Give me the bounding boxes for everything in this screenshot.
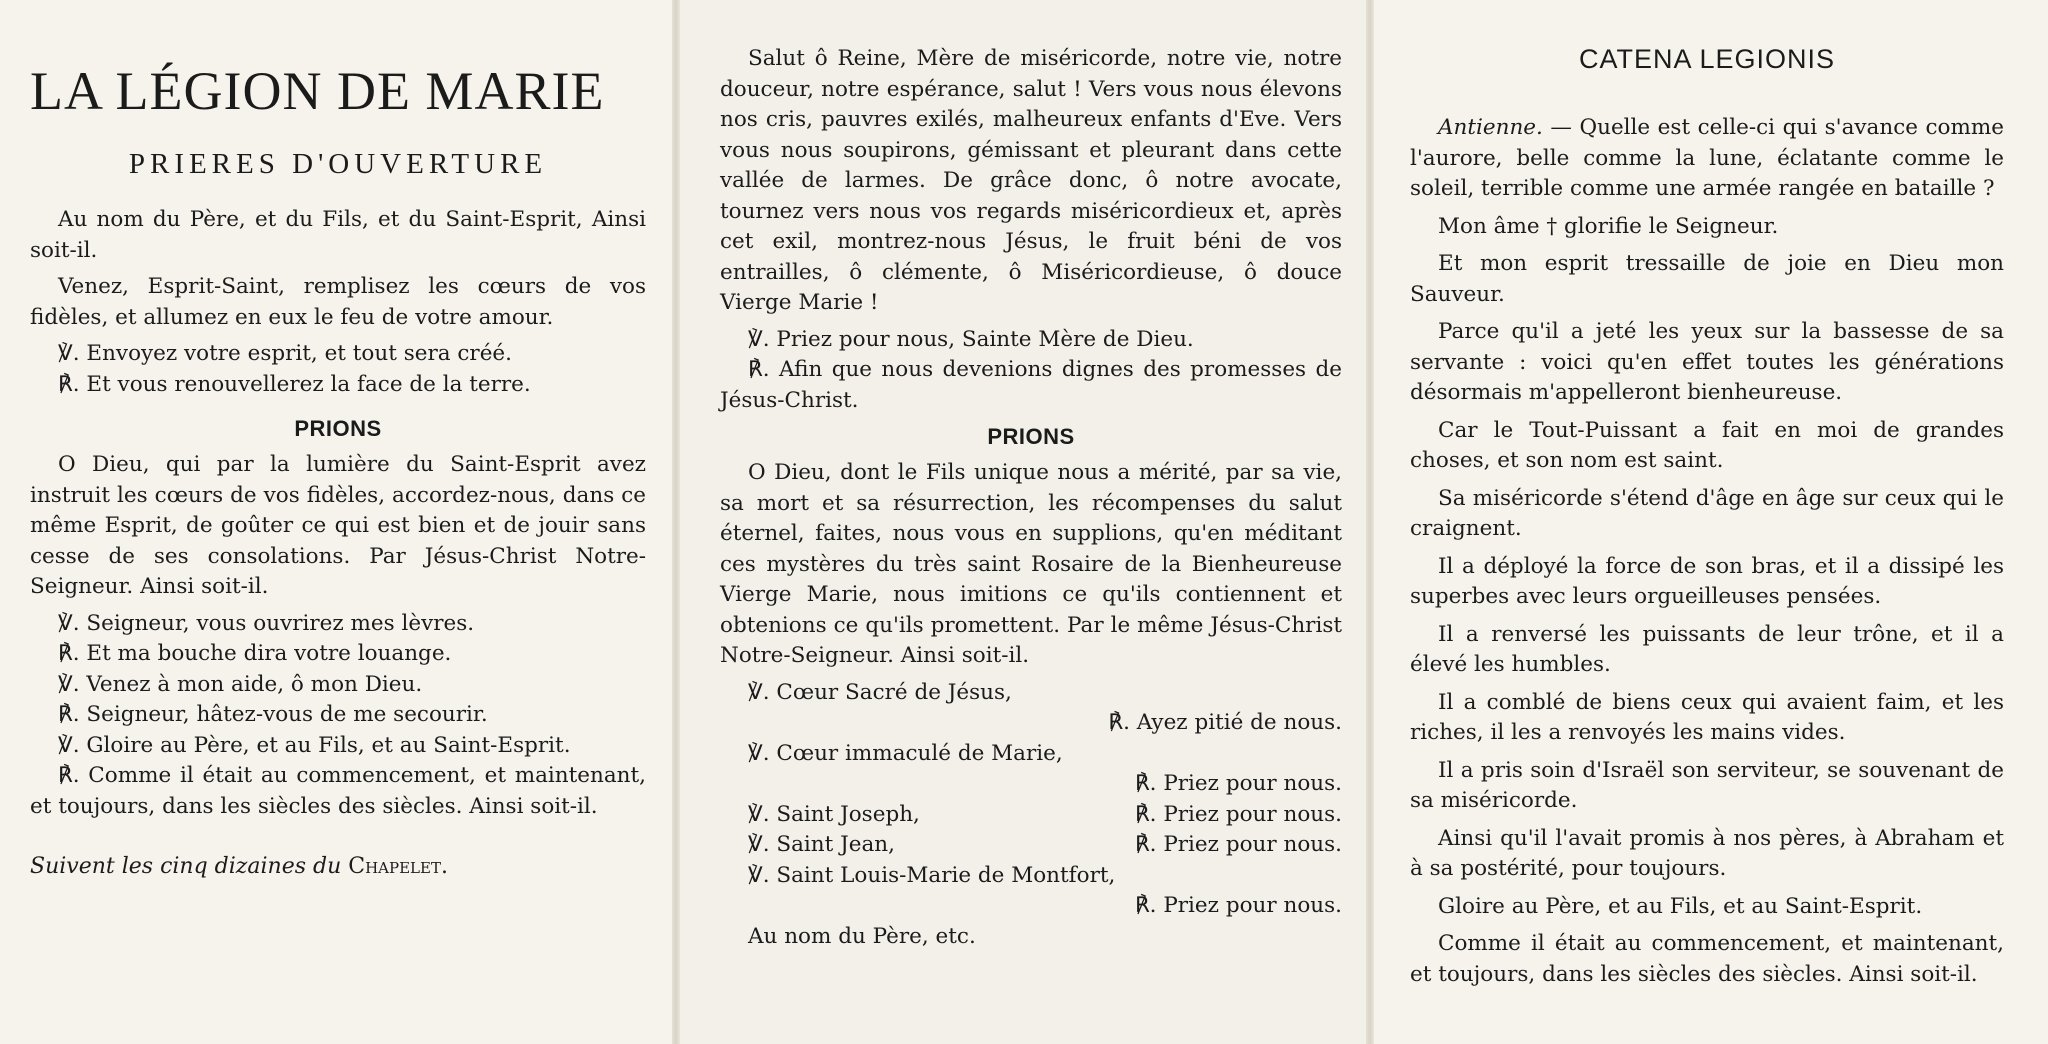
response: ℟. Et ma bouche dira votre louange.: [58, 641, 452, 666]
invocation-response: ℟. Priez pour nous.: [1134, 893, 1342, 918]
magnificat-verse: Il a déployé la force de son bras, et il a dissipé les superbes avec leurs orgueilleuses pensées.: [1410, 553, 2004, 609]
versicle: ℣. Priez pour nous, Sainte Mère de Dieu.: [748, 326, 1194, 352]
invocation-row: [720, 800, 1342, 831]
panel-salve-regina: [680, 0, 1366, 1044]
prions-heading: PRIONS: [987, 424, 1075, 449]
invocation: ℣. Saint Jean,: [748, 832, 895, 857]
section-subtitle: PRIERES D'OUVERTURE: [128, 148, 548, 180]
veni-sancte-text: Venez, Esprit-Saint, remplisez les cœurs de vos fidèles, et allumez en eux le feu de votre amour.: [30, 274, 646, 330]
magnificat-verse: Il a renversé les puissants de leur trône, et il a élevé les humbles.: [1410, 621, 2004, 677]
response: ℟. Afin que nous devenions dignes des promesses de Jésus-Christ.: [720, 357, 1342, 413]
magnificat-verse: Parce qu'il a jeté les yeux sur la bassesse de sa servante : voici qu'en effet toutes les générations désormais m'appelleront bienheureuse.: [1410, 319, 2004, 405]
response: ℟. Comme il était au commencement, et maintenant, et toujours, dans les siècles des siècles. Ainsi soit-il.: [30, 763, 646, 819]
magnificat-verse: Il a comblé de biens ceux qui avaient faim, et les riches, il les a renvoyés les mains vides.: [1410, 689, 2004, 745]
footer-note: [30, 852, 646, 883]
salve-regina-text: Salut ô Reine, Mère de miséricorde, notre vie, notre douceur, notre espérance, salut ! Vers vous nous élevons nos cris, pauvres exilés, malheureux enfants d'Eve. Vers vous nous soupirons, gémissant et pleurant dans cette vallée de larmes. De grâce donc, ô notre avocate, tournez vers nous vos regards miséricordieux et, après cet exil, montrez-nous Jésus, le fruit béni de vos entrailles, ô clémente, ô Miséricordieuse, ô douce Vierge Marie !: [720, 46, 1342, 315]
antiphon-label: Antienne.: [1438, 115, 1543, 140]
invocation: ℣. Saint Louis-Marie de Montfort,: [748, 862, 1116, 888]
footer-italic: Suivent les cinq dizaines du: [30, 854, 342, 879]
magnificat-verse: Ainsi qu'il l'avait promis à nos pères, à Abraham et à sa postérité, pour toujours.: [1410, 825, 2004, 881]
invocation-response: ℟. Ayez pitié de nous.: [1108, 710, 1342, 735]
invocation-response: ℟. Priez pour nous.: [1134, 801, 1342, 827]
footer-chapelet: Chapelet.: [348, 854, 448, 879]
invocation-response: ℟. Priez pour nous.: [1134, 771, 1342, 796]
panel-opening-prayers: [0, 0, 672, 1044]
invocation-row: [720, 830, 1342, 861]
closing-text: Au nom du Père, etc.: [748, 923, 976, 949]
invocation: ℣. Cœur Sacré de Jésus,: [748, 679, 1012, 705]
prions-heading: PRIONS: [294, 416, 382, 441]
magnificat-verse: Car le Tout-Puissant a fait en moi de grandes choses, et son nom est saint.: [1410, 417, 2004, 473]
magnificat-verse: Mon âme † glorifie le Seigneur.: [1438, 213, 1779, 239]
response: ℟. Et vous renouvellerez la face de la terre.: [58, 371, 531, 397]
versicle: ℣. Gloire au Père, et au Fils, et au Saint-Esprit.: [58, 732, 571, 758]
magnificat-verse: Il a pris soin d'Israël son serviteur, se souvenant de sa miséricorde.: [1410, 757, 2004, 813]
page-title: LA LÉGION DE MARIE: [30, 61, 605, 121]
invocation-response: ℟. Priez pour nous.: [1134, 832, 1342, 857]
versicle: ℣. Envoyez votre esprit, et tout sera créé.: [58, 341, 512, 366]
antiphon-text: — Quelle est celle-ci qui s'avance comme l'aurore, belle comme la lune, éclatante comme le soleil, terrible comme une armée rangée en bataille ?: [1410, 115, 2004, 201]
invocation: ℣. Cœur immaculé de Marie,: [748, 740, 1063, 766]
magnificat-verse: Gloire au Père, et au Fils, et au Saint-Esprit.: [1438, 893, 1923, 919]
panel-catena-legionis: [1374, 0, 2048, 1044]
prayer-text: O Dieu, qui par la lumière du Saint-Esprit avez instruit les cœurs de vos fidèles, accordez-nous, dans ce même Esprit, de goûter ce qui est bien et de jouir sans cesse de ses consolations. Par Jésus-Christ Notre-Seigneur. Ainsi soit-il.: [30, 452, 646, 599]
response: ℟. Seigneur, hâtez-vous de me secourir.: [58, 702, 488, 727]
magnificat-verse: Et mon esprit tressaille de joie en Dieu mon Sauveur.: [1410, 251, 2004, 307]
antiphon: [1410, 113, 2004, 205]
rosary-prayer-text: O Dieu, dont le Fils unique nous a mérité, par sa vie, sa mort et sa résurrection, les récompenses du salut éternel, faites, nous vous en supplions, qu'en méditant ces mystères du très saint Rosaire de la Bienheureuse Vierge Marie, nous imitions ce qu'ils contiennent et obtenions ce qu'ils promettent. Par le même Jésus-Christ Notre-Seigneur. Ainsi soit-il.: [720, 460, 1342, 668]
catena-title: CATENA LEGIONIS: [1578, 44, 1836, 74]
invocation: ℣. Saint Joseph,: [748, 801, 920, 827]
magnificat-verse: Sa miséricorde s'étend d'âge en âge sur ceux qui le craignent.: [1410, 485, 2004, 541]
versicle: ℣. Seigneur, vous ouvrirez mes lèvres.: [58, 610, 475, 636]
magnificat-verse: Comme il était au commencement, et maintenant, et toujours, dans les siècles des siècles. Ainsi soit-il.: [1410, 931, 2004, 987]
sign-of-cross-text: Au nom du Père, et du Fils, et du Saint-Esprit, Ainsi soit-il.: [30, 207, 646, 263]
fold-line: [672, 0, 680, 1044]
fold-line: [1366, 0, 1374, 1044]
versicle: ℣. Venez à mon aide, ô mon Dieu.: [58, 671, 423, 697]
